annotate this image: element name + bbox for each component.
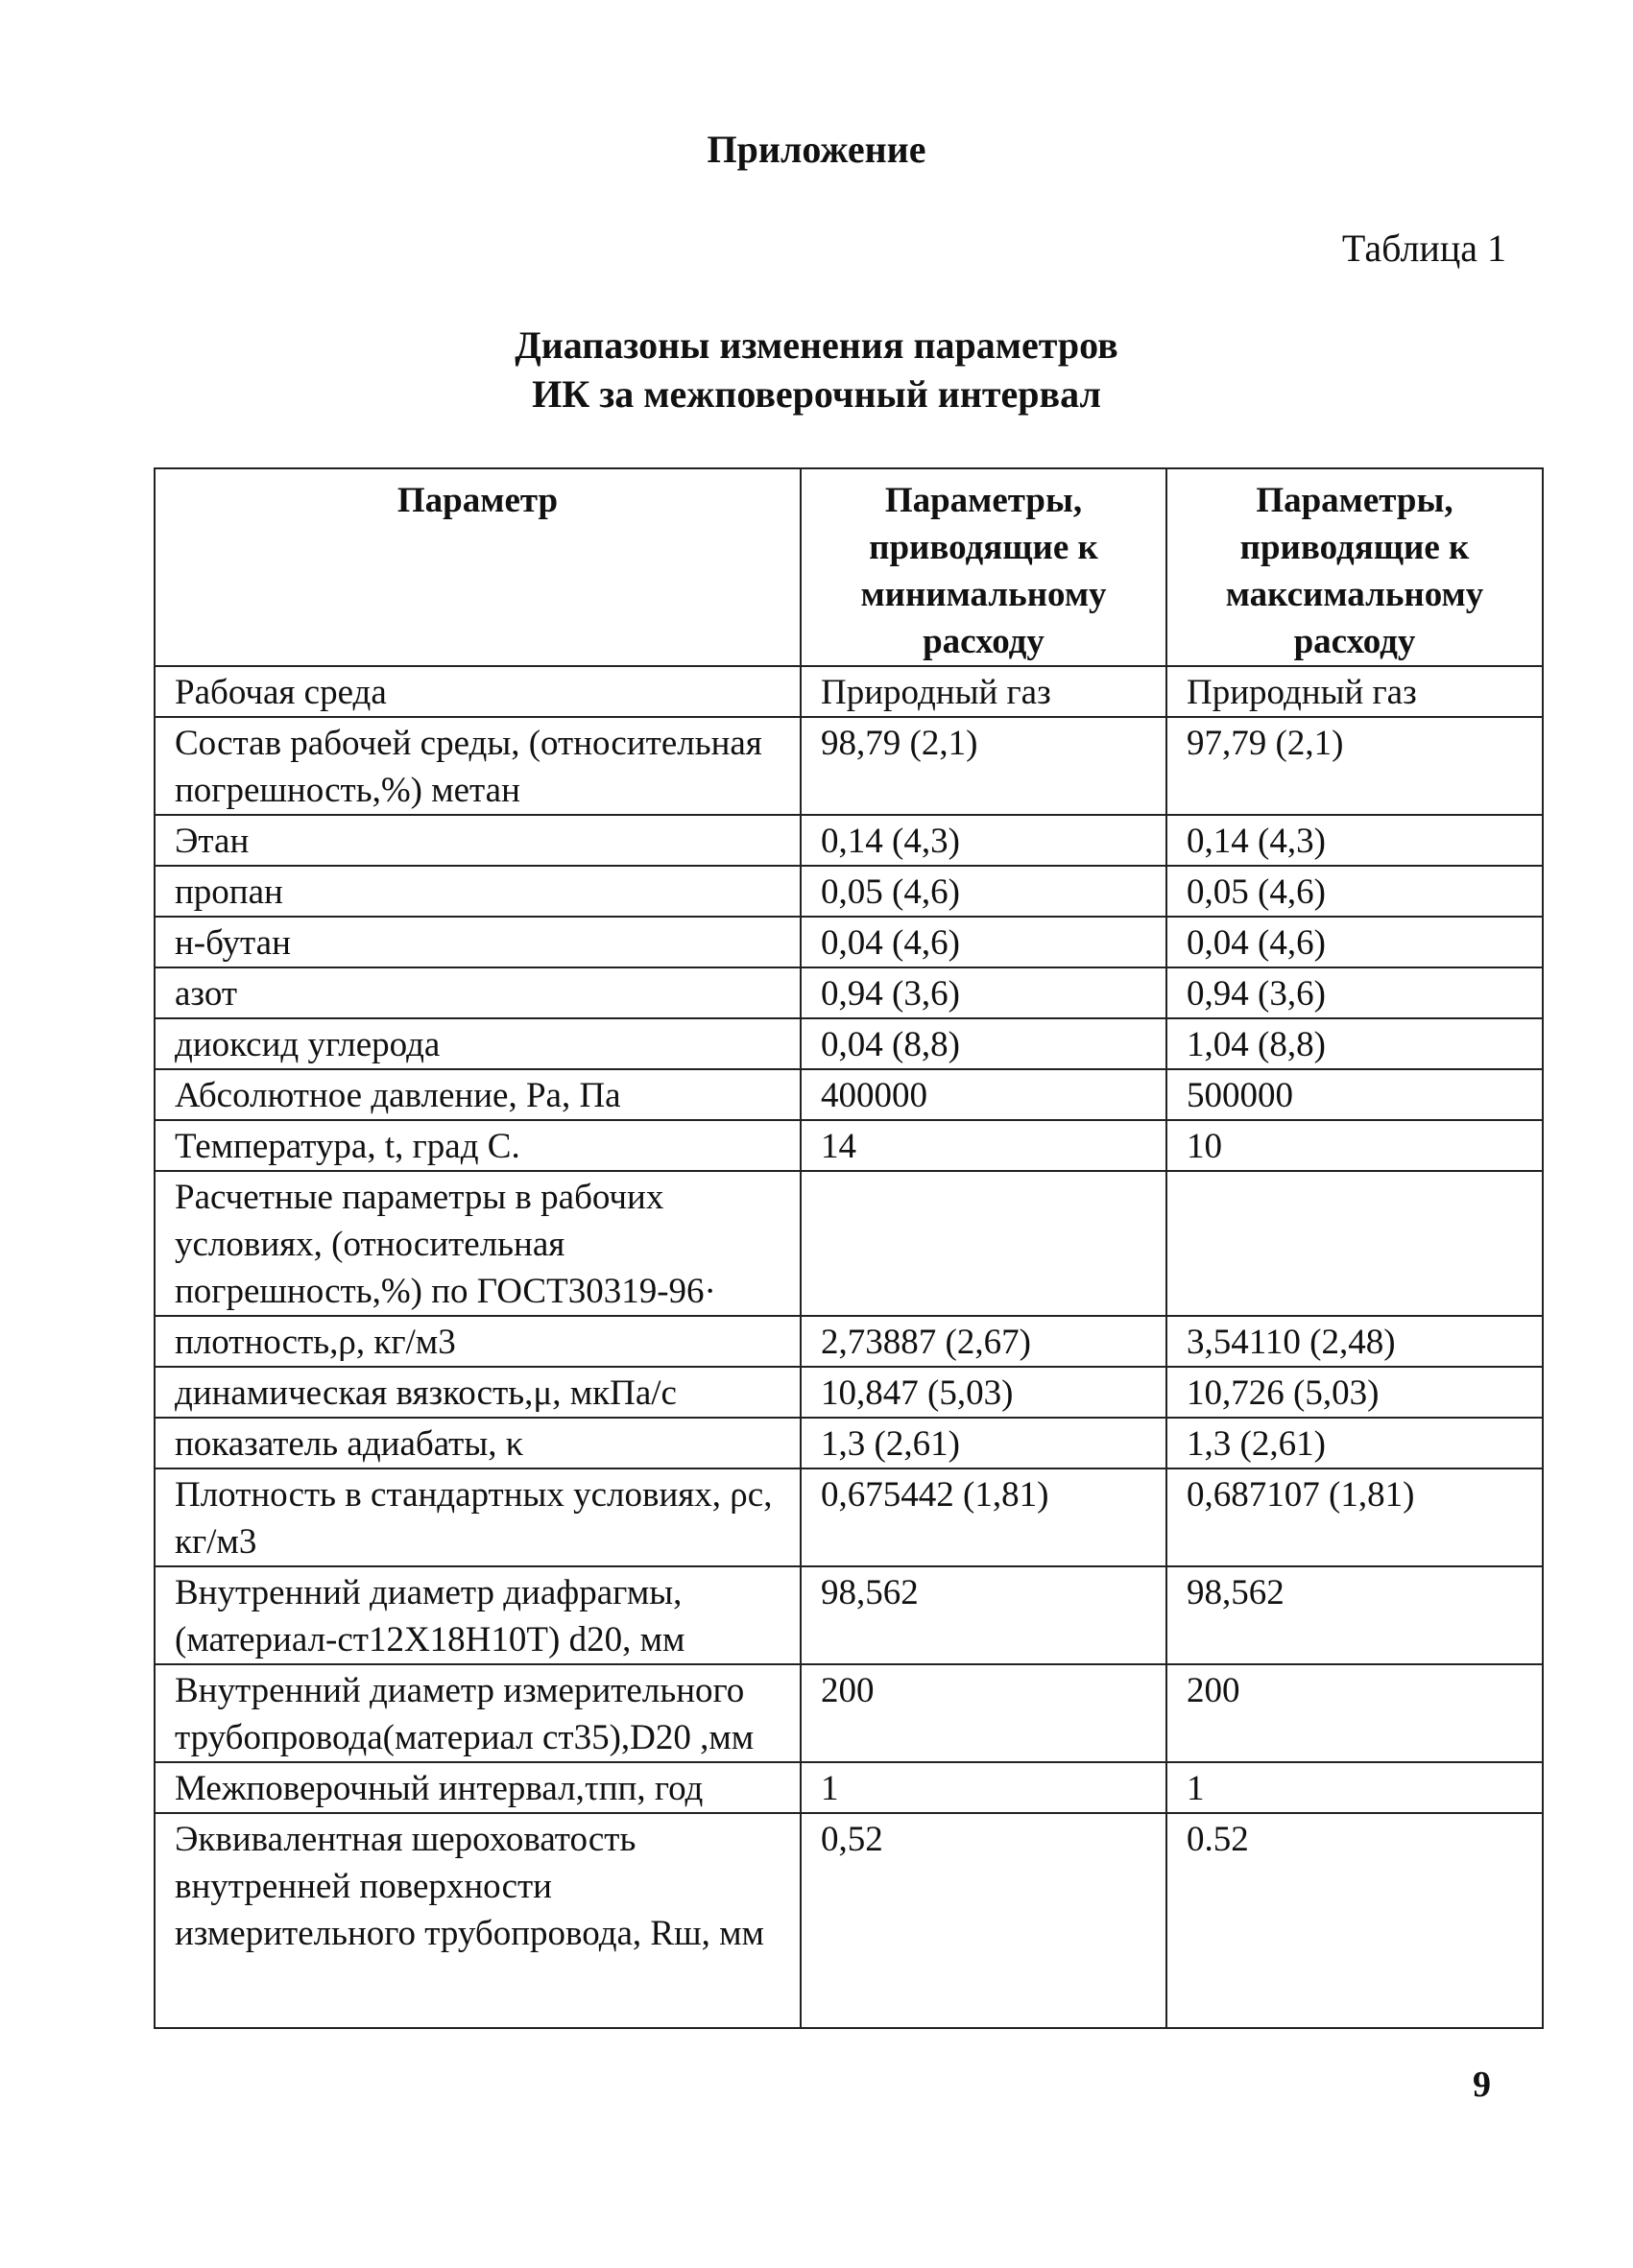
- appendix-heading: Приложение: [707, 128, 926, 171]
- max-cell: 97,79 (2,1): [1166, 717, 1543, 815]
- param-cell: Расчетные параметры в рабочих условиях, (относительная погрешность,%) по ГОСТ30319-96·: [155, 1171, 801, 1316]
- max-cell: 1: [1166, 1762, 1543, 1813]
- table-number: Таблица 1: [1341, 227, 1506, 270]
- max-cell: 0,04 (4,6): [1166, 917, 1543, 967]
- table-row: [155, 1171, 1543, 1316]
- parameters-table: [154, 467, 1544, 2029]
- max-cell: 1,3 (2,61): [1166, 1418, 1543, 1468]
- table-row: [155, 1367, 1543, 1418]
- table-row: [155, 866, 1543, 917]
- min-cell: 1: [801, 1762, 1166, 1813]
- table-row: [155, 717, 1543, 815]
- table-row: [155, 1468, 1543, 1566]
- table-row: [155, 1813, 1543, 2028]
- min-cell: 0,52: [801, 1813, 1166, 2028]
- param-cell: Эквивалентная шероховатость внутренней поверхности измерительного трубопровода, Rш, мм: [155, 1813, 801, 2028]
- param-cell: диоксид углерода: [155, 1018, 801, 1069]
- max-cell: 500000: [1166, 1069, 1543, 1120]
- param-cell: Абсолютное давление, Pa, Па: [155, 1069, 801, 1120]
- min-cell: 0,675442 (1,81): [801, 1468, 1166, 1566]
- header-min-flow: Параметры, приводящие к минимальному расходу: [801, 468, 1166, 666]
- table-row: [155, 1762, 1543, 1813]
- table-row: [155, 1418, 1543, 1468]
- max-cell: 0,14 (4,3): [1166, 815, 1543, 866]
- min-cell: 10,847 (5,03): [801, 1367, 1166, 1418]
- min-cell: Природный газ: [801, 666, 1166, 717]
- min-cell: 200: [801, 1664, 1166, 1762]
- table-title-line2: ИК за межповерочный интервал: [532, 372, 1101, 416]
- min-cell: 14: [801, 1120, 1166, 1171]
- min-cell: 98,79 (2,1): [801, 717, 1166, 815]
- page-number: 9: [1473, 2065, 1491, 2105]
- max-cell: 200: [1166, 1664, 1543, 1762]
- max-cell: 0,05 (4,6): [1166, 866, 1543, 917]
- min-cell: 0,04 (8,8): [801, 1018, 1166, 1069]
- param-cell: плотность,ρ, кг/м3: [155, 1316, 801, 1367]
- param-cell: Плотность в стандартных условиях, ρc, кг/м3: [155, 1468, 801, 1566]
- table-row: [155, 1566, 1543, 1664]
- param-cell: Состав рабочей среды, (относительная погрешность,%) метан: [155, 717, 801, 815]
- table-title-line1: Диапазоны изменения параметров: [515, 323, 1118, 367]
- table-row: [155, 1316, 1543, 1367]
- max-cell: 0,94 (3,6): [1166, 967, 1543, 1018]
- param-cell: Температура, t, град С.: [155, 1120, 801, 1171]
- table-row: [155, 1069, 1543, 1120]
- param-cell: азот: [155, 967, 801, 1018]
- param-cell: пропан: [155, 866, 801, 917]
- param-cell: Внутренний диаметр измерительного трубопровода(материал ст35),D20 ,мм: [155, 1664, 801, 1762]
- header-parameter: Параметр: [155, 468, 801, 666]
- param-cell: Этан: [155, 815, 801, 866]
- min-cell: 1,3 (2,61): [801, 1418, 1166, 1468]
- max-cell: 1,04 (8,8): [1166, 1018, 1543, 1069]
- table-row: [155, 815, 1543, 866]
- min-cell: 400000: [801, 1069, 1166, 1120]
- max-cell: Природный газ: [1166, 666, 1543, 717]
- param-cell: Внутренний диаметр диафрагмы, (материал-ст12Х18Н10Т) d20, мм: [155, 1566, 801, 1664]
- table-row: [155, 1664, 1543, 1762]
- max-cell: 98,562: [1166, 1566, 1543, 1664]
- max-cell: 10,726 (5,03): [1166, 1367, 1543, 1418]
- max-cell: 3,54110 (2,48): [1166, 1316, 1543, 1367]
- param-cell: показатель адиабаты, κ: [155, 1418, 801, 1468]
- param-cell: динамическая вязкость,μ, мкПа/с: [155, 1367, 801, 1418]
- table-row: [155, 1018, 1543, 1069]
- param-cell: н-бутан: [155, 917, 801, 967]
- max-cell: 0,687107 (1,81): [1166, 1468, 1543, 1566]
- table-header-row: [155, 468, 1543, 666]
- max-cell: [1166, 1171, 1543, 1316]
- table-row: [155, 666, 1543, 717]
- max-cell: 10: [1166, 1120, 1543, 1171]
- min-cell: 0,14 (4,3): [801, 815, 1166, 866]
- table-row: [155, 1120, 1543, 1171]
- min-cell: 2,73887 (2,67): [801, 1316, 1166, 1367]
- min-cell: 0,04 (4,6): [801, 917, 1166, 967]
- max-cell: 0.52: [1166, 1813, 1543, 2028]
- param-cell: Межповерочный интервал,τпп, год: [155, 1762, 801, 1813]
- min-cell: 98,562: [801, 1566, 1166, 1664]
- header-max-flow: Параметры, приводящие к максимальному расходу: [1166, 468, 1543, 666]
- min-cell: 0,05 (4,6): [801, 866, 1166, 917]
- min-cell: 0,94 (3,6): [801, 967, 1166, 1018]
- param-cell: Рабочая среда: [155, 666, 801, 717]
- table-row: [155, 917, 1543, 967]
- min-cell: [801, 1171, 1166, 1316]
- table-row: [155, 967, 1543, 1018]
